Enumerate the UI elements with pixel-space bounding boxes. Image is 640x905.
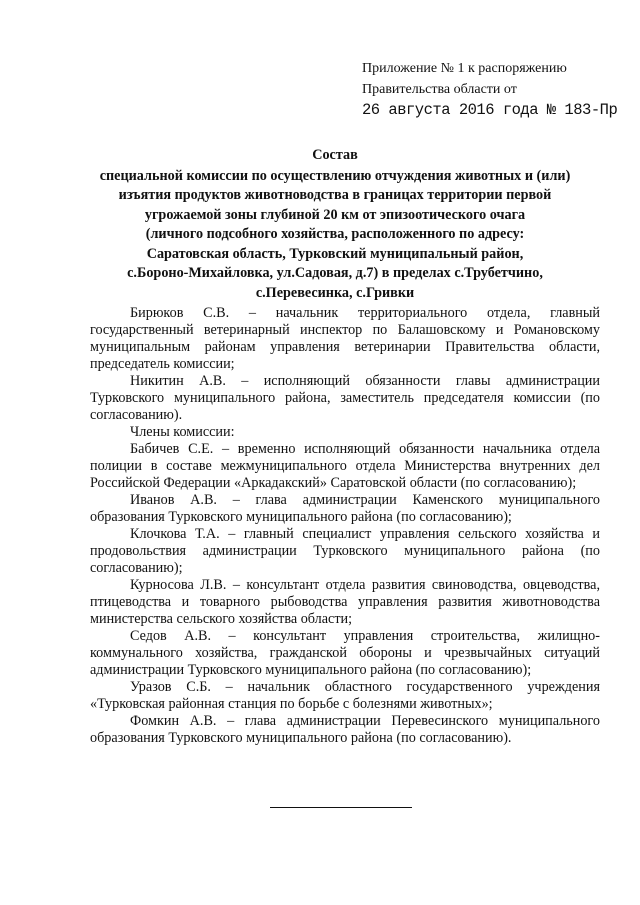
- member-entry: Клочкова Т.А. – главный специалист управления сельского хозяйства и продовольствия администрации Турковского муниципального района (по согласованию);: [90, 526, 600, 576]
- title-line: с.Перевесинка, с.Гривки: [255, 284, 415, 301]
- title-line: с.Бороно-Михайловка, ул.Садовая, д.7) в пределах с.Трубетчино,: [127, 265, 543, 281]
- appendix-line-2: Правительства области от: [362, 82, 517, 97]
- member-entry: Курносова Л.В. – консультант отдела развития свиноводства, овцеводства, птицеводства и товарного рыбоводства управления развития животноводства министерства сельского хозяйства области;: [90, 577, 600, 627]
- title-heading: Состав: [312, 147, 358, 163]
- appendix-header: [362, 58, 634, 121]
- title-line: Саратовская область, Турковский муниципальный район,: [146, 245, 524, 262]
- members-subheading: Члены комиссии:: [130, 424, 235, 440]
- title-line: изъятия продуктов животноводства в границах территории первой: [118, 187, 552, 203]
- member-entry: Седов А.В. – консультант управления строительства, жилищно-коммунального хозяйства, гражданской обороны и чрезвычайных ситуаций администрации Турковского муниципального района (по согласованию);: [90, 628, 600, 678]
- commission-members-list: [90, 305, 600, 747]
- document-title: [80, 146, 590, 303]
- member-chairman: Бирюков С.В. – начальник территориального отдела, главный государственный ветеринарный инспектор по Балашовскому и Романовскому муниципальным районам управления ветеринарии Правительства области, председатель комиссии;: [90, 305, 600, 372]
- title-line: (личного подсобного хозяйства, расположенного по адресу:: [145, 226, 525, 242]
- member-entry: Иванов А.В. – глава администрации Каменского муниципального образования Турковского муниципального района (по согласованию);: [90, 492, 600, 525]
- title-line: специальной комиссии по осуществлению отчуждения животных и (или): [99, 167, 571, 184]
- appendix-line-1: Приложение № 1 к распоряжению: [362, 61, 567, 76]
- closing-divider-line: [270, 807, 412, 808]
- member-entry: Уразов С.Б. – начальник областного государственного учреждения «Турковская районная станция по борьбе с болезнями животных»;: [90, 679, 600, 712]
- member-entry: Бабичев С.Е. – временно исполняющий обязанности начальника отдела полиции в составе межмуниципального отдела Министерства внутренних дел Российской Федерации «Аркадакский» Саратовской области (по согласованию);: [90, 441, 600, 491]
- member-deputy-chairman: Никитин А.В. – исполняющий обязанности главы администрации Турковского муниципального района, заместитель председателя комиссии (по согласованию).: [90, 373, 600, 423]
- member-entry: Фомкин А.В. – глава администрации Перевесинского муниципального образования Турковского муниципального района (по согласованию).: [90, 713, 600, 746]
- title-line: угрожаемой зоны глубиной 20 км от эпизоотического очага: [144, 206, 526, 223]
- appendix-date-number: 26 августа 2016 года № 183-Пр: [362, 101, 618, 119]
